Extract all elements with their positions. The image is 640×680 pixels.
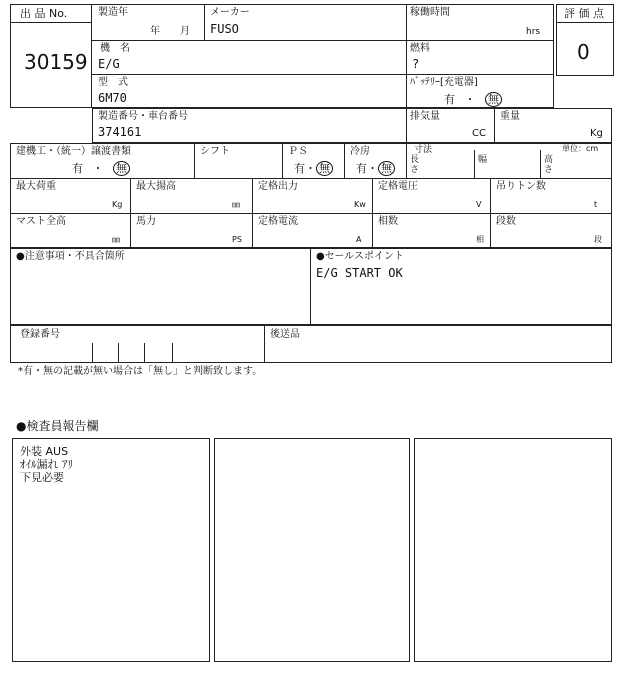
inspector-report-box-2: [214, 438, 410, 662]
horsepower-unit: PS: [232, 235, 242, 244]
hours-unit: hrs: [526, 27, 541, 37]
phases-label: 相数: [378, 216, 398, 227]
cooling-choice: 有・ 無: [356, 161, 395, 176]
construction-doc-label: 建機工・（統一）譲渡書類: [16, 146, 131, 157]
crane-tons-unit: t: [594, 200, 598, 209]
notes-label: ●注意事項・不具合箇所: [16, 251, 125, 262]
weight-label: 重量: [500, 111, 520, 122]
max-load-unit: Kg: [112, 200, 123, 209]
max-lift-unit: ㎜: [232, 200, 240, 209]
ps-no-circled: 無: [316, 161, 333, 176]
horsepower-label: 馬力: [136, 216, 156, 227]
displacement-unit: CC: [472, 128, 486, 139]
model-type-label: 型 式: [98, 77, 128, 88]
accessories-label: 後送品: [270, 329, 300, 340]
lot-number-label: 出 品 No.: [20, 7, 68, 20]
battery-label: ﾊﾞｯﾃﾘｰ[充電器]: [410, 77, 478, 88]
cooling-yes: 有: [356, 162, 367, 175]
battery-choice: 有 ・ 無: [444, 92, 502, 107]
construction-doc-yes: 有: [72, 162, 83, 175]
stages-unit: 段: [594, 235, 602, 244]
model-type-value: 6M70: [98, 91, 127, 105]
rated-output-label: 定格出力: [258, 181, 298, 192]
serial-label: 製造番号・車台番号: [98, 111, 188, 122]
rated-voltage-unit: V: [476, 200, 482, 209]
fuel-label: 燃料: [410, 43, 430, 54]
rated-current-unit: A: [356, 235, 362, 244]
inspector-report-text-1: 外装 AUS ｵｲﾙ漏れ ｱﾘ 下見必要: [20, 445, 73, 484]
dims-length-label: 長 さ: [410, 155, 420, 175]
ps-choice: 有・ 無: [294, 161, 333, 176]
inspector-report-box-3: [414, 438, 612, 662]
model-name-label: 機 名: [100, 43, 130, 54]
rating-value: 0: [577, 40, 590, 64]
registration-section: [10, 325, 612, 363]
battery-yes: 有: [444, 93, 455, 106]
year-unit: 年 月: [150, 26, 190, 37]
construction-doc-no-circled: 無: [113, 161, 130, 176]
rating-label: 評 価 点: [564, 7, 604, 20]
fuel-value: ?: [412, 57, 420, 71]
max-load-label: 最大荷重: [16, 181, 56, 192]
sales-point-value: E/G START OK: [316, 266, 403, 280]
phases-unit: 相: [476, 235, 484, 244]
mast-height-unit: ㎜: [112, 235, 120, 244]
registration-label: 登録番号: [20, 329, 60, 340]
rated-voltage-label: 定格電圧: [378, 181, 418, 192]
mast-height-label: マスト全高: [16, 216, 66, 227]
shift-label: シフト: [200, 146, 230, 157]
model-name-value: E/G: [98, 57, 120, 71]
ps-yes: 有: [294, 162, 305, 175]
dims-label: 寸法: [414, 145, 433, 155]
ps-label: ＰＳ: [288, 146, 308, 157]
battery-no-circled: 無: [485, 92, 502, 107]
spec-grid: [10, 143, 612, 248]
construction-doc-choice: 有 ・ 無: [72, 161, 130, 176]
dims-height-label: 高 さ: [544, 155, 554, 175]
footnote: *有・無の記載が無い場合は「無し」と判断致します。: [18, 366, 263, 377]
displacement-label: 排気量: [410, 111, 440, 122]
year-label: 製造年: [98, 7, 128, 18]
hours-label: 稼働時間: [410, 7, 450, 18]
inspector-title: ●検査員報告欄: [16, 419, 99, 433]
lot-number-value: 30159: [24, 50, 88, 74]
dims-unit-note: 単位：cm: [562, 144, 599, 153]
rated-output-unit: Kw: [354, 200, 366, 209]
cooling-no-circled: 無: [378, 161, 395, 176]
dims-width-label: 幅: [478, 155, 488, 165]
weight-unit: Kg: [590, 128, 603, 139]
rated-current-label: 定格電流: [258, 216, 298, 227]
crane-tons-label: 吊りトン数: [496, 181, 546, 192]
max-lift-label: 最大揚高: [136, 181, 176, 192]
cooling-label: 冷房: [350, 146, 370, 157]
sales-point-label: ●セールスポイント: [316, 251, 404, 262]
maker-value: FUSO: [210, 22, 239, 36]
maker-label: メーカー: [210, 7, 250, 18]
stages-label: 段数: [496, 216, 516, 227]
serial-value: 374161: [98, 125, 142, 139]
